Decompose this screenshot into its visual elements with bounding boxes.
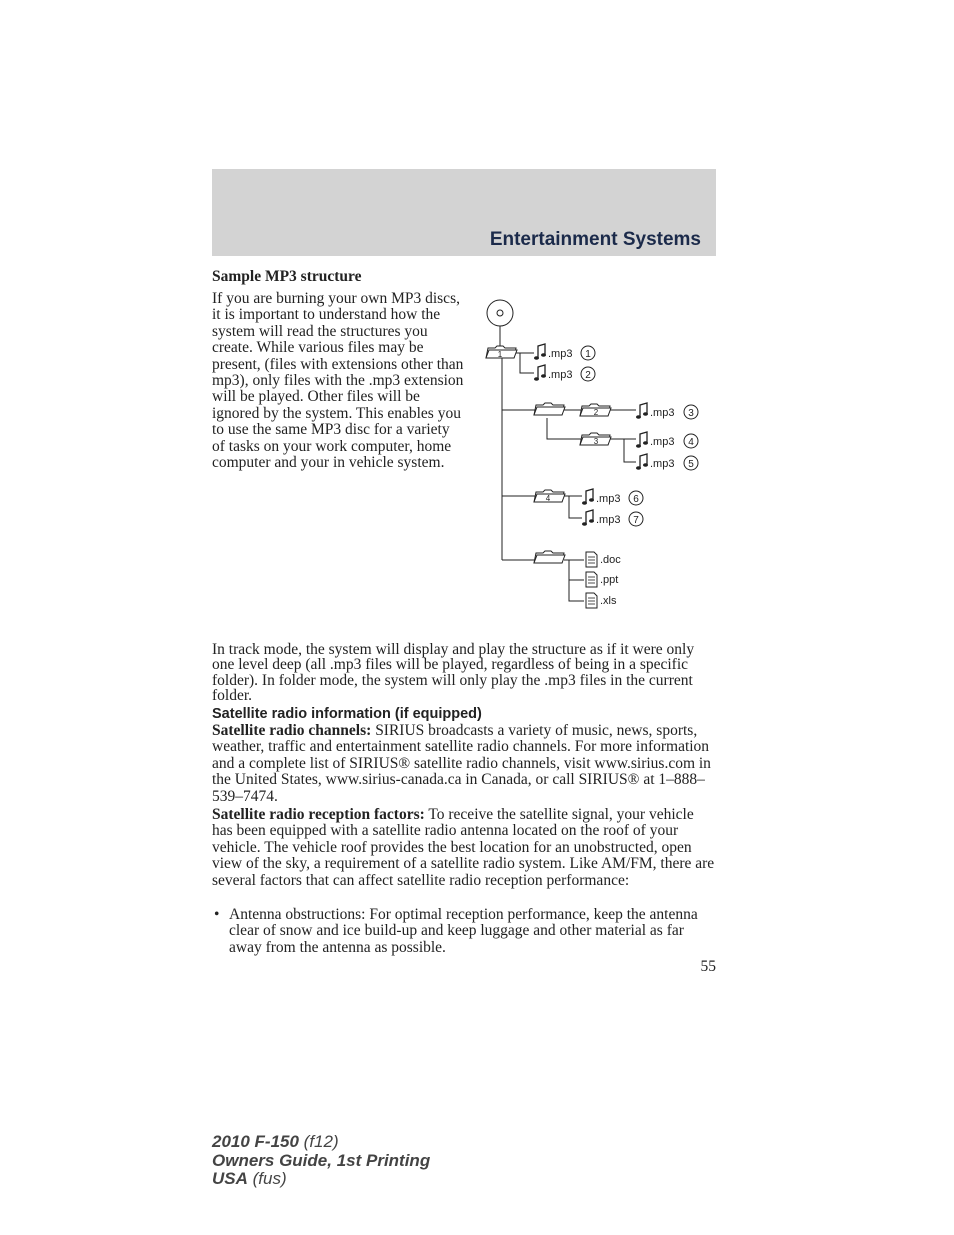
music-note-icon — [636, 432, 648, 448]
svg-text:.mp3: .mp3 — [596, 514, 621, 526]
folder-icon — [534, 551, 565, 563]
disc-icon — [487, 300, 513, 326]
mp3-intro-paragraph: If you are burning your own MP3 discs, it is important to understand how the system will read the structures you create. While various files may be present, (files with extensions other than mp3), only files with the .mp3 extension will be played. Other files will be ignored by the system. This enables you to use the same MP3 disc for a variety of tasks on your work computer, home computer and your in vehicle system. — [212, 290, 464, 472]
section-title: Entertainment Systems — [489, 229, 701, 250]
folder-icon — [580, 433, 611, 446]
ppt-file — [586, 572, 618, 587]
xls-file — [586, 593, 617, 608]
svg-text:.ppt: .ppt — [600, 574, 619, 586]
document-icon — [586, 593, 597, 608]
satellite-channels-paragraph — [212, 723, 718, 805]
bullet-marker: • — [214, 906, 220, 923]
track-number: 6 — [633, 494, 639, 505]
svg-text:.doc: .doc — [600, 554, 621, 566]
folder-number: 3 — [593, 437, 599, 446]
track-number: 5 — [688, 459, 694, 470]
music-note-icon — [636, 454, 648, 470]
folder-number: 4 — [545, 494, 551, 503]
mp3-file — [636, 432, 698, 448]
doc-file — [586, 552, 621, 567]
channels-label: Satellite radio channels: — [212, 722, 372, 739]
mp3-file — [582, 510, 643, 526]
reception-label: Satellite radio reception factors: — [212, 806, 425, 823]
svg-text:.mp3: .mp3 — [548, 348, 573, 360]
page-number: 55 — [700, 958, 716, 975]
footer-edition-info — [212, 1133, 430, 1189]
channels-text: SIRIUS broadcasts a variety of music, news, sports, weather, traffic and entertainment satellite radio channels. For more information and a complete list of SIRIUS® satellite radio channels, visit www.sirius.com in the United States, www.sirius-canada.ca in Canada, or call SIRIUS® at 1–888–539–7474. — [212, 722, 711, 805]
track-mode-paragraph: In track mode, the system will display and play the structure as if it were only one level deep (all .mp3 files will be played, regardless of being in a specific folder). In folder mode, the system will only play the .mp3 files in the current folder. — [212, 641, 695, 704]
svg-text:.mp3: .mp3 — [650, 458, 675, 470]
document-icon — [586, 552, 597, 567]
mp3-file — [636, 403, 698, 419]
footer-printing: Owners Guide, 1st Printing — [212, 1150, 431, 1170]
mp3-file — [534, 365, 595, 381]
header-band — [212, 169, 716, 256]
mp3-structure-diagram — [470, 292, 720, 622]
footer-market: USA — [212, 1169, 248, 1188]
mp3-file — [534, 344, 595, 360]
folder-number: 1 — [497, 350, 503, 359]
track-number: 2 — [585, 370, 591, 381]
folder-icon — [486, 346, 517, 359]
music-note-icon — [582, 489, 594, 505]
track-number: 7 — [633, 515, 639, 526]
mp3-file — [582, 489, 643, 505]
document-icon — [586, 572, 597, 587]
music-note-icon — [534, 344, 546, 360]
footer-market-code: (fus) — [247, 1169, 287, 1188]
mp3-file — [636, 454, 698, 470]
music-note-icon — [582, 510, 594, 526]
svg-text:.mp3: .mp3 — [650, 407, 675, 419]
folder-number: 2 — [593, 408, 599, 417]
svg-text:.xls: .xls — [600, 595, 617, 607]
folder-icon — [580, 404, 611, 417]
svg-text:.mp3: .mp3 — [650, 436, 675, 448]
footer-model-code: (f12) — [298, 1132, 339, 1151]
svg-text:.mp3: .mp3 — [548, 369, 573, 381]
music-note-icon — [534, 365, 546, 381]
folder-icon — [534, 403, 565, 415]
bullet-item — [212, 907, 718, 956]
satellite-heading: Satellite radio information (if equipped) — [212, 706, 482, 722]
track-number: 4 — [688, 437, 694, 448]
footer-model: 2010 F-150 — [212, 1132, 299, 1151]
bullet-text: Antenna obstructions: For optimal reception performance, keep the antenna clear of snow and ice build-up and keep luggage and other material as far away from the antenna as possible. — [229, 906, 698, 956]
svg-text:.mp3: .mp3 — [596, 493, 621, 505]
mp3-structure-heading: Sample MP3 structure — [212, 268, 362, 285]
track-number: 3 — [688, 408, 694, 419]
track-number: 1 — [585, 349, 591, 360]
satellite-reception-paragraph — [212, 807, 718, 889]
music-note-icon — [636, 403, 648, 419]
reception-text: To receive the satellite signal, your vehicle has been equipped with a satellite radio antenna located on the roof of your vehicle. The vehicle roof provides the best location for an unobstructed, open view of the sky, a requirement of a satellite radio system. Like AM/FM, there are several factors that can affect satellite radio reception performance: — [212, 806, 715, 889]
folder-icon — [534, 490, 565, 503]
